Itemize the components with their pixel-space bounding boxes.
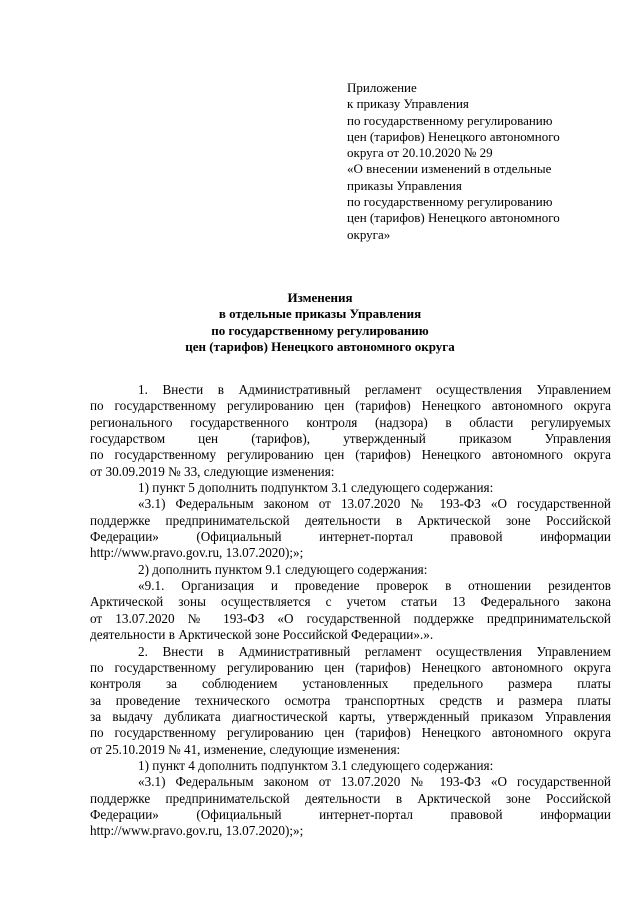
paragraph-subitem-2 (90, 562, 611, 578)
text-line: от 25.10.2019 № 41, изменение, следующие изменения: (90, 741, 401, 757)
appendix-line: цен (тарифов) Ненецкого автономного (347, 128, 560, 144)
document-body (90, 382, 611, 840)
text-line: «3.1) Федеральным законом от 13.07.2020 № 193-ФЗ «О государственной (138, 774, 611, 790)
appendix-line: к приказу Управления (347, 96, 469, 112)
text-line: 2. Внести в Административный регламент осуществления Управлением (138, 643, 611, 659)
text-line: http://www.pravo.gov.ru, 13.07.2020);»; (90, 545, 304, 561)
paragraph-subitem-1 (90, 480, 611, 496)
text-line: контроля за соблюдением установленных предельного размера платы (90, 676, 611, 692)
document-title (0, 290, 640, 355)
text-line: государством цен (тарифов), утвержденный приказом Управления (90, 431, 611, 447)
text-line: от 30.09.2019 № 33, следующие изменения: (90, 463, 335, 479)
text-line: 2) дополнить пунктом 9.1 следующего содержания: (138, 561, 428, 577)
text-line: по государственному регулированию цен (тарифов) Ненецкого автономного округа (90, 398, 611, 414)
text-line: Федерации» (Официальный интернет-портал правовой информации (90, 529, 611, 545)
title-line: в отдельные приказы Управления (218, 306, 422, 322)
appendix-line: цен (тарифов) Ненецкого автономного (347, 210, 560, 226)
text-line: от 13.07.2020 № 193-ФЗ «О государственной поддержке предпринимательской (90, 610, 611, 626)
appendix-line: по государственному регулированию (347, 194, 553, 210)
text-line: http://www.pravo.gov.ru, 13.07.2020);»; (90, 823, 304, 839)
title-line: по государственному регулированию (211, 322, 429, 338)
text-line: по государственному регулированию цен (тарифов) Ненецкого автономного округа (90, 447, 611, 463)
text-line: «3.1) Федеральным законом от 13.07.2020 № 193-ФЗ «О государственной (138, 496, 611, 512)
appendix-line: округа от 20.10.2020 № 29 (347, 145, 493, 161)
text-line: за проведение технического осмотра транспортных средств и размера платы (90, 692, 611, 708)
text-line: Федерации» (Официальный интернет-портал правовой информации (90, 806, 611, 822)
paragraph-item-2 (90, 644, 611, 758)
text-line: 1. Внести в Административный регламент осуществления Управлением (138, 382, 611, 397)
text-line: за выдачу дубликата диагностической карты, утвержденный приказом Управления (90, 708, 611, 724)
paragraph-quote-9-1 (90, 578, 611, 643)
text-line: регионального государственного контроля (надзора) в области регулируемых (90, 414, 611, 430)
text-line: поддержке предпринимательской деятельности в Арктической зоне Российской (90, 512, 611, 528)
appendix-line: приказы Управления (347, 177, 462, 193)
text-line: поддержке предпринимательской деятельности в Арктической зоне Российской (90, 790, 611, 806)
appendix-line: «О внесении изменений в отдельные (347, 161, 552, 177)
appendix-header (347, 80, 627, 243)
appendix-line: округа» (347, 226, 391, 242)
title-line: Изменения (287, 290, 353, 305)
text-line: Арктической зоны осуществляется с учетом статьи 13 Федерального закона (90, 594, 611, 610)
text-line: 1) пункт 4 дополнить подпунктом 3.1 следующего содержания: (138, 757, 494, 773)
title-line: цен (тарифов) Ненецкого автономного округа (185, 338, 455, 354)
paragraph-item-1 (90, 382, 611, 480)
text-line: 1) пункт 5 дополнить подпунктом 3.1 следующего содержания: (138, 480, 494, 496)
paragraph-quote-3-1b (90, 774, 611, 839)
appendix-line: Приложение (347, 80, 417, 95)
appendix-line: по государственному регулированию (347, 112, 553, 128)
text-line: по государственному регулированию цен (тарифов) Ненецкого автономного округа (90, 659, 611, 675)
paragraph-quote-3-1 (90, 496, 611, 561)
text-line: «9.1. Организация и проведение проверок в отношении резидентов (138, 578, 611, 594)
paragraph-subitem-1b (90, 758, 611, 774)
text-line: деятельности в Арктической зоне Российской Федерации».». (90, 627, 434, 643)
text-line: по государственному регулированию цен (тарифов) Ненецкого автономного округа (90, 725, 611, 741)
